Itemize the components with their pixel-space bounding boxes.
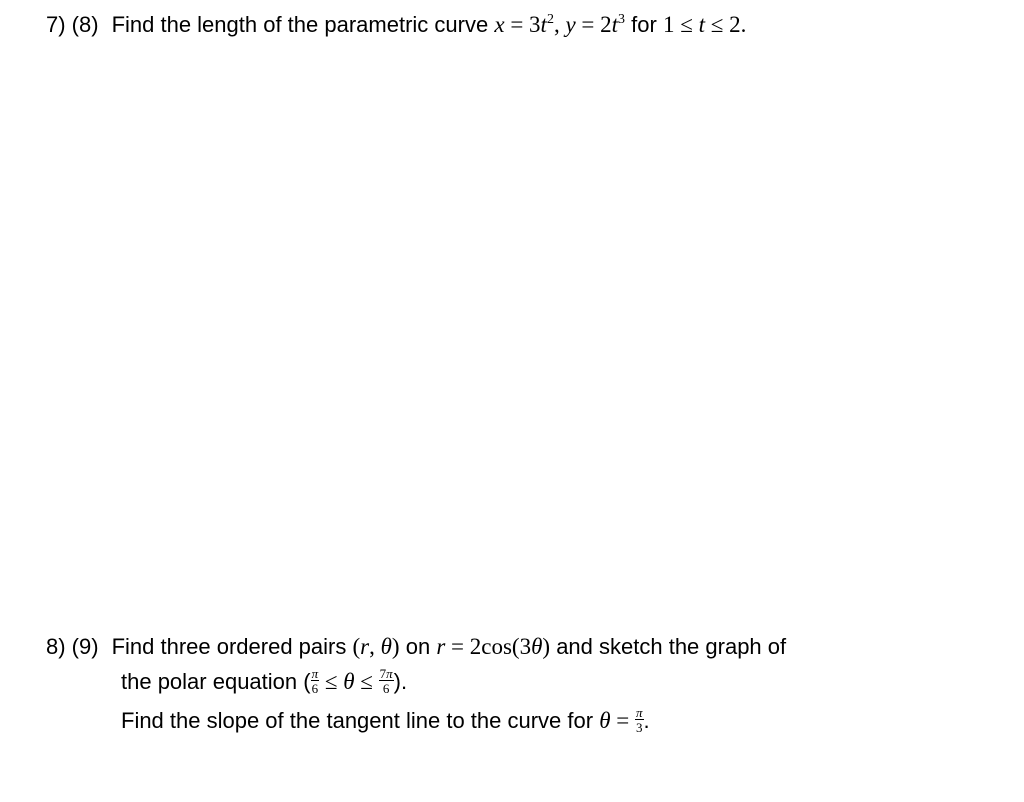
- question-7-text: Find the length of the parametric curve: [111, 12, 489, 37]
- question-8-text-1: Find three ordered pairs: [111, 634, 347, 659]
- question-7-number: 7) (8): [46, 12, 99, 37]
- fraction-7pi-over-6: $\frac{7\pi}{6}$: [379, 666, 393, 696]
- question-7-equation: $x = 3t^2$, $y = 2t^3$: [494, 12, 626, 37]
- question-8-line-2: the polar equation ( $\frac{\pi}{6}$ ≤ θ ≤ $\frac{7\pi}{6}$ ).: [121, 666, 408, 696]
- question-8-number: 8) (9): [46, 634, 99, 659]
- question-8-line-3: Find the slope of the tangent line to the curve for θ = $\frac{\pi}{3}$ .: [121, 705, 650, 735]
- question-8-line-1: [46, 635, 786, 658]
- question-7-for: for: [631, 12, 657, 37]
- question-8-on: on: [405, 634, 431, 659]
- question-8-line-2-text: the polar equation (: [121, 668, 311, 694]
- fraction-pi-over-3: $\frac{\pi}{3}$: [636, 705, 643, 735]
- question-8-text-2: and sketch the graph of: [556, 634, 787, 659]
- question-7: [46, 13, 746, 36]
- ordered-pair-notation: (r, θ): [352, 634, 400, 659]
- question-8-line-2-end: ).: [393, 668, 408, 694]
- question-8-line-3-text: Find the slope of the tangent line to the curve for: [121, 707, 594, 733]
- question-7-range: 1 ≤ t ≤ 2.: [662, 12, 747, 37]
- polar-equation: r = 2cos(3θ): [436, 634, 551, 659]
- fraction-pi-over-6: $\frac{\pi}{6}$: [311, 666, 319, 696]
